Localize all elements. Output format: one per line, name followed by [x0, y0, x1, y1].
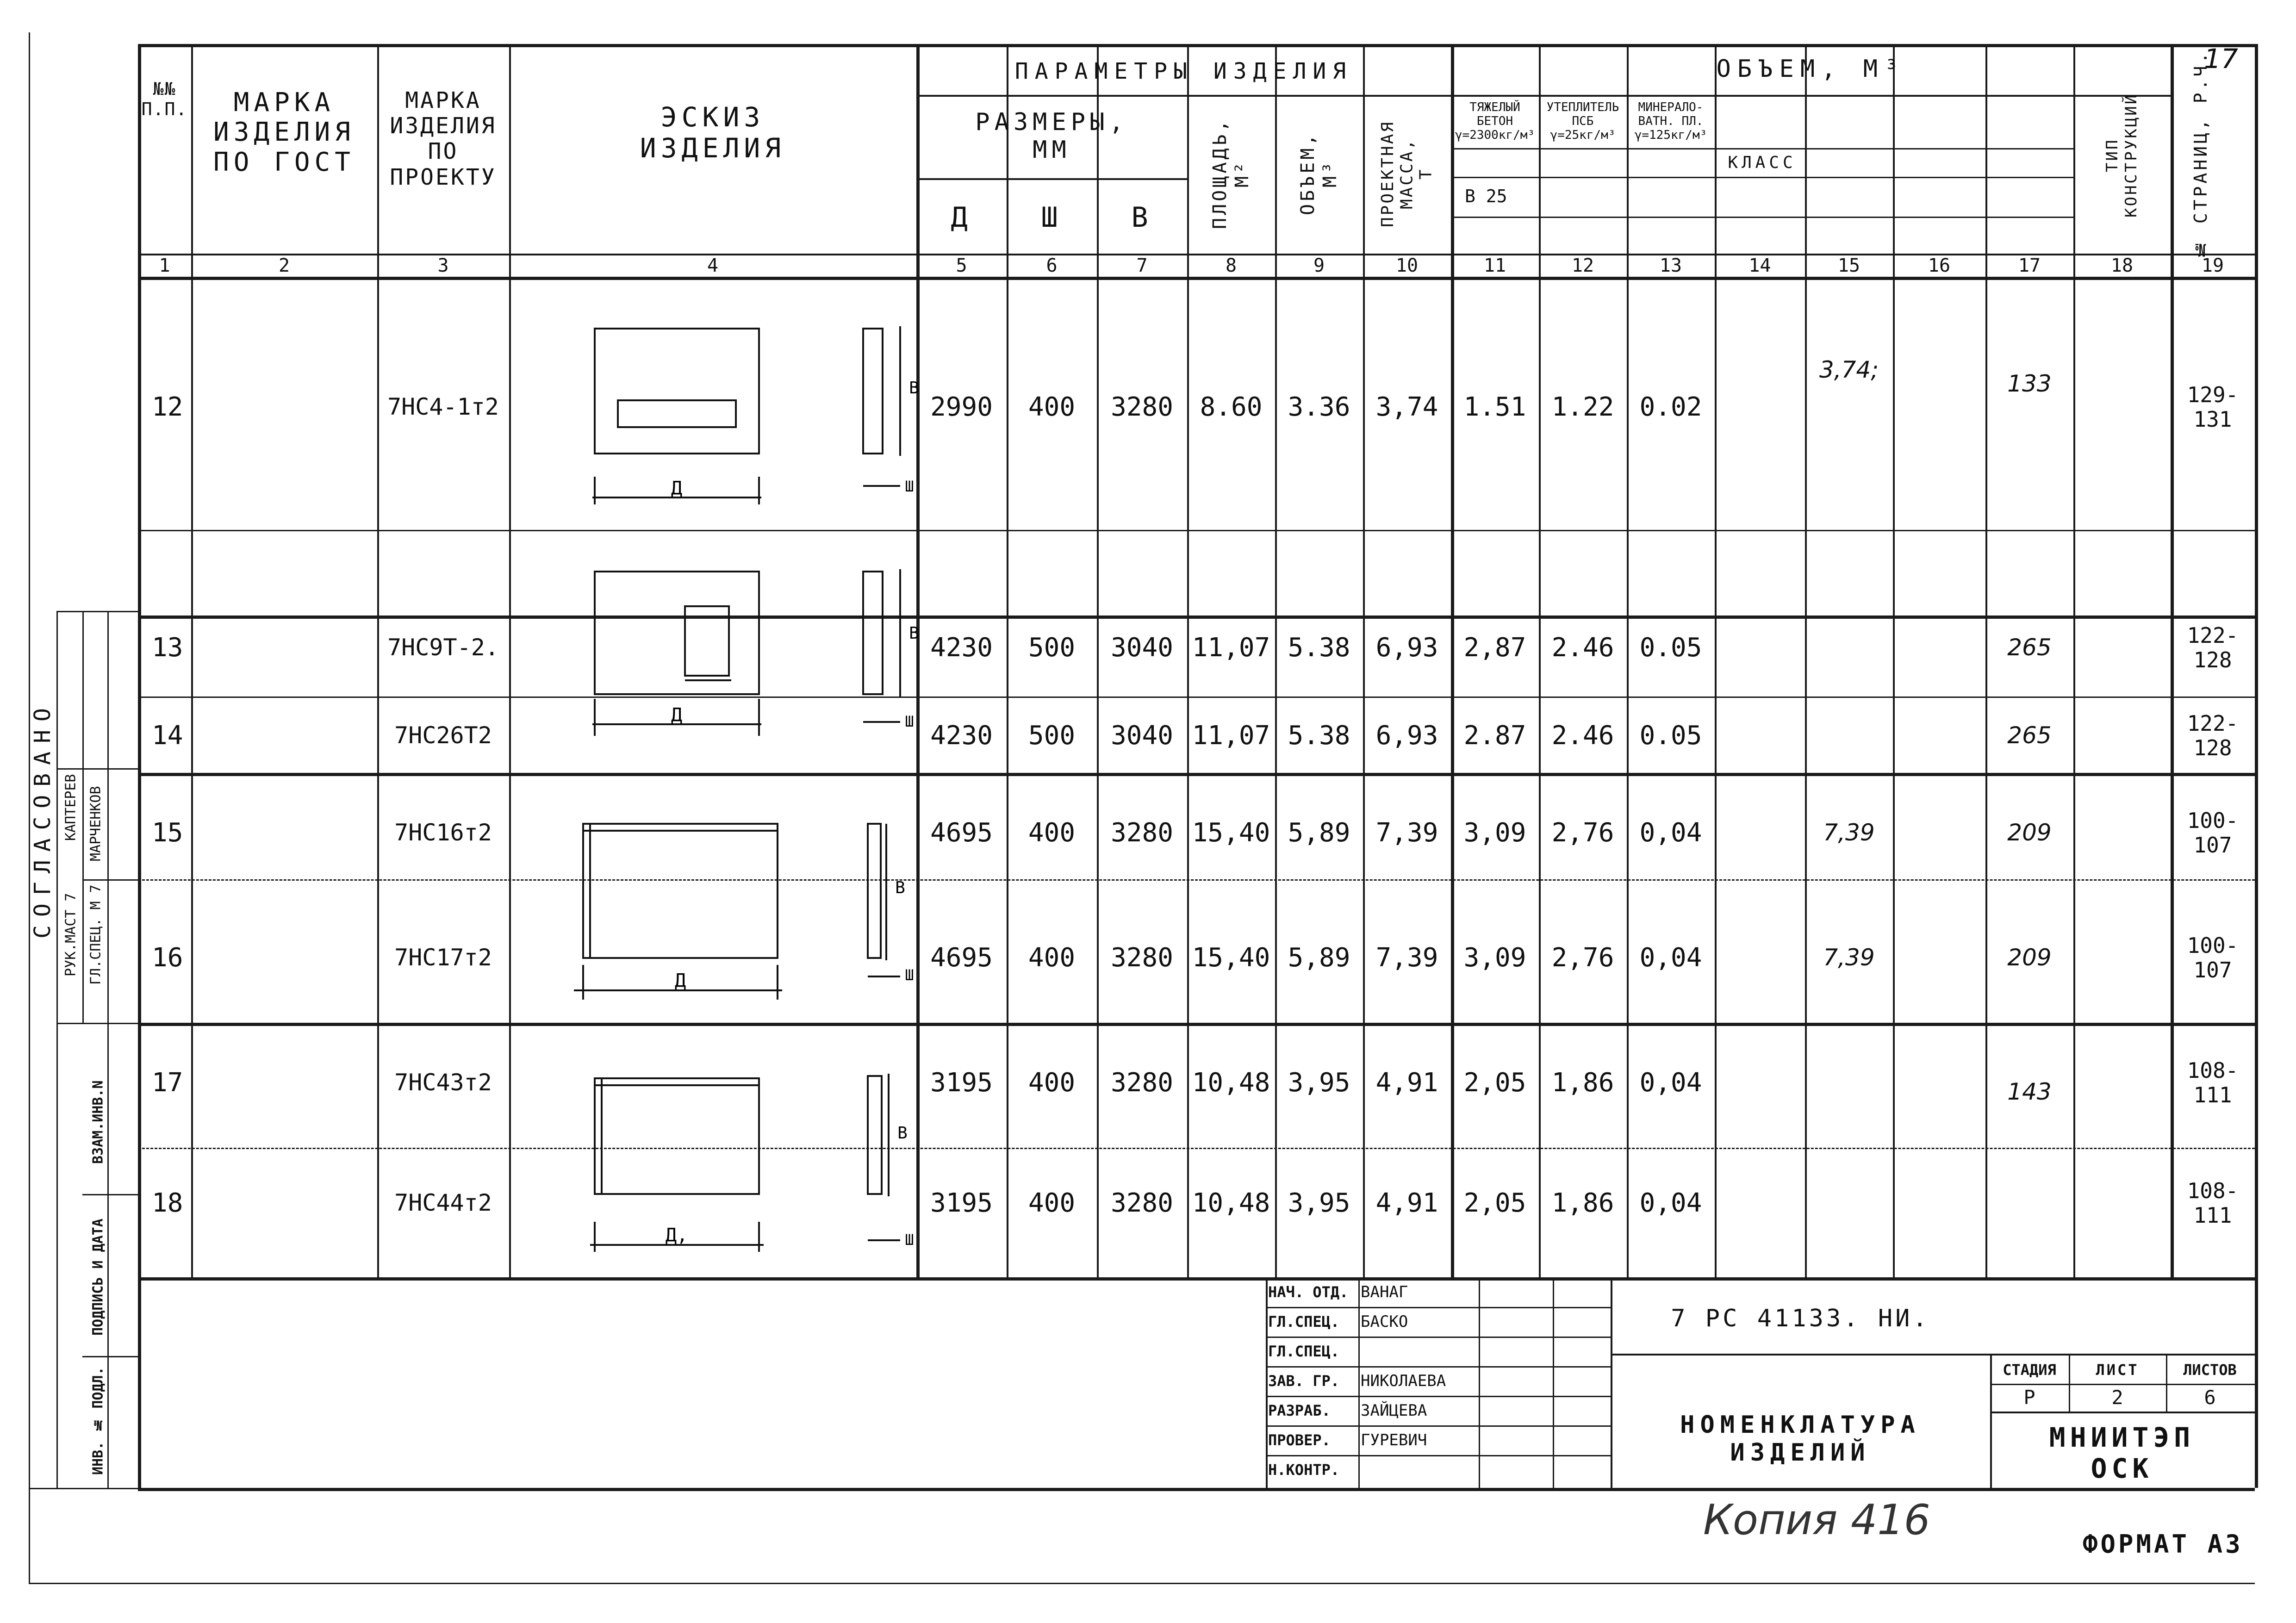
- panel-front: [583, 824, 778, 958]
- row-number: 15: [152, 817, 183, 848]
- column-number: 4: [707, 255, 719, 276]
- dim-d: 2990: [930, 392, 993, 422]
- header-dims-group: РАЗМЕРЫ, ММ: [975, 108, 1128, 164]
- dim-v: 3280: [1111, 1188, 1173, 1218]
- dim-d: 4230: [930, 632, 993, 663]
- approval-name-1: КАПТЕРЕВ: [62, 774, 79, 841]
- mineral-wool-volume: 0.05: [1639, 632, 1702, 663]
- header-mass: ПРОЕКТНАЯ МАССА, Т: [1378, 120, 1436, 227]
- dim-v-label: В: [909, 379, 919, 398]
- column-number: 12: [1571, 255, 1594, 276]
- title-role: НАЧ. ОТД.: [1268, 1283, 1349, 1301]
- volume: 5,89: [1288, 817, 1350, 848]
- title-name: ВАНАГ: [1361, 1282, 1408, 1301]
- dim-d-label: Д,: [665, 1225, 688, 1246]
- page-range: 108-111: [2187, 1178, 2239, 1228]
- row-number: 18: [152, 1188, 183, 1218]
- concrete-volume: 2.87: [1463, 720, 1526, 751]
- panel-side: [868, 824, 881, 958]
- title-role: ГЛ.СПЕЦ.: [1268, 1313, 1340, 1331]
- dim-sh: 400: [1028, 942, 1076, 973]
- area: 10,48: [1192, 1188, 1270, 1218]
- title-role: Н.КОНТР.: [1268, 1461, 1340, 1479]
- title-name: [1361, 1339, 1479, 1364]
- title-role: ЗАВ. ГР.: [1268, 1372, 1340, 1390]
- column-number: 14: [1748, 255, 1771, 276]
- dim-sh-label: Ш: [905, 1231, 914, 1249]
- approval-name-2: МАРЧЕНКОВ: [87, 786, 104, 862]
- column-number: 2: [278, 255, 290, 276]
- header-material-3: МИНЕРАЛО- ВАТН. ПЛ. γ=125кг/м³: [1634, 100, 1707, 142]
- col17-note: 143: [2007, 1078, 2052, 1106]
- row-number: 12: [152, 392, 183, 422]
- title-role: ГЛ.СПЕЦ.: [1268, 1343, 1340, 1361]
- concrete-volume: 2,05: [1463, 1188, 1526, 1218]
- mineral-wool-volume: 0,04: [1639, 1067, 1702, 1098]
- volume: 5.38: [1288, 720, 1350, 751]
- header-area: ПЛОЩАДЬ, М²: [1209, 118, 1253, 230]
- title-role: ПРОВЕР.: [1268, 1431, 1331, 1449]
- mass: 7,39: [1375, 817, 1438, 848]
- doc-code: 7 РС 41133. НИ.: [1671, 1305, 1930, 1333]
- approval-title: СОГЛАСОВАНО: [30, 700, 56, 939]
- mass: 3,74: [1375, 392, 1438, 422]
- dim-sh: 400: [1028, 392, 1076, 422]
- dim-sh-label: Ш: [905, 713, 914, 730]
- header-gost-mark: МАРКА ИЗДЕЛИЯ ПО ГОСТ: [213, 87, 355, 177]
- sheet-label: ЛИСТ: [2096, 1361, 2139, 1379]
- col15-note: 7,39: [1823, 944, 1875, 971]
- volume: 3.36: [1288, 392, 1350, 422]
- page-range: 100-107: [2187, 808, 2239, 858]
- column-number: 5: [956, 255, 967, 276]
- dim-v: 3280: [1111, 817, 1173, 848]
- row-number: 14: [152, 720, 183, 751]
- concrete-volume: 2,05: [1463, 1067, 1526, 1098]
- project-mark: 7НС17т2: [394, 944, 492, 971]
- col17-note: 265: [2007, 634, 2052, 661]
- mass: 6,93: [1375, 720, 1438, 751]
- header-v: В: [1131, 201, 1153, 234]
- column-number: 6: [1046, 255, 1058, 276]
- header-material-2: УТЕПЛИТЕЛЬ ПСБ γ=25кг/м³: [1546, 100, 1619, 142]
- mass: 6,93: [1375, 632, 1438, 663]
- area: 11,07: [1192, 720, 1270, 751]
- dim-sh-label: Ш: [905, 966, 914, 984]
- mineral-wool-volume: 0,04: [1639, 1188, 1702, 1218]
- title-role: РАЗРАБ.: [1268, 1402, 1331, 1420]
- insulation-volume: 1,86: [1551, 1067, 1614, 1098]
- mass: 7,39: [1375, 942, 1438, 973]
- dim-sh: 400: [1028, 817, 1076, 848]
- title-name: ГУРЕВИЧ: [1361, 1430, 1427, 1449]
- row-number: 17: [152, 1067, 183, 1098]
- column-number: 16: [1928, 255, 1951, 276]
- page-range: 129-131: [2187, 382, 2239, 432]
- dim-d-label: Д: [671, 478, 683, 499]
- column-number: 1: [159, 255, 170, 276]
- mineral-wool-volume: 0,04: [1639, 942, 1702, 973]
- doc-title: НОМЕНКЛАТУРА ИЗДЕЛИЙ: [1680, 1411, 1921, 1467]
- concrete-volume: 3,09: [1463, 817, 1526, 848]
- door-opening: [685, 606, 729, 676]
- header-number: №№ П.П.: [141, 79, 188, 119]
- title-name: [1361, 1457, 1479, 1483]
- column-number: 8: [1225, 255, 1237, 276]
- sheet-value: 2: [2111, 1386, 2123, 1409]
- column-number: 11: [1483, 255, 1506, 276]
- dim-v: 3280: [1111, 392, 1173, 422]
- page-number: 17: [2204, 43, 2238, 75]
- header-params-group: ПАРАМЕТРЫ ИЗДЕЛИЯ: [1014, 58, 1353, 85]
- page-range: 100-107: [2187, 933, 2239, 983]
- header-sh: Ш: [1041, 201, 1063, 234]
- project-mark: 7НС43т2: [394, 1069, 492, 1096]
- insulation-volume: 1.22: [1551, 392, 1614, 422]
- project-mark: 7НС16т2: [394, 819, 492, 846]
- panel-front: [595, 329, 759, 454]
- col17-note: 209: [2007, 819, 2052, 846]
- column-number: 9: [1313, 255, 1325, 276]
- header-class-value: В 25: [1465, 186, 1507, 207]
- format-label: ФОРМАТ А3: [2083, 1530, 2243, 1559]
- area: 11,07: [1192, 632, 1270, 663]
- col17-note: 265: [2007, 722, 2052, 749]
- dim-sh-label: Ш: [905, 478, 914, 495]
- approval-role-1: РУК.МАСТ 7: [62, 893, 79, 977]
- mass: 4,91: [1375, 1188, 1438, 1218]
- concrete-volume: 2,87: [1463, 632, 1526, 663]
- dim-v: 3040: [1111, 632, 1173, 663]
- area: 15,40: [1192, 817, 1270, 848]
- mass: 4,91: [1375, 1067, 1438, 1098]
- header-volume-group: ОБЪЕМ, М³: [1716, 55, 1905, 83]
- concrete-volume: 1.51: [1463, 392, 1526, 422]
- column-number: 10: [1395, 255, 1419, 276]
- column-number: 3: [437, 255, 449, 276]
- area: 15,40: [1192, 942, 1270, 973]
- column-number: 13: [1659, 255, 1682, 276]
- page-range: 122-128: [2187, 711, 2239, 760]
- sheets-value: 6: [2204, 1386, 2216, 1409]
- insulation-volume: 2.46: [1551, 632, 1614, 663]
- panel-front: [595, 572, 759, 694]
- title-name: НИКОЛАЕВА: [1361, 1371, 1446, 1390]
- dim-d: 4695: [930, 942, 993, 973]
- organization: МНИИТЭП ОСК: [2049, 1422, 2195, 1484]
- volume: 3,95: [1288, 1067, 1350, 1098]
- dim-d: 4695: [930, 817, 993, 848]
- concrete-volume: 3,09: [1463, 942, 1526, 973]
- volume: 5,89: [1288, 942, 1350, 973]
- project-mark: 7НС26Т2: [394, 722, 492, 749]
- volume: 3,95: [1288, 1188, 1350, 1218]
- header-material-1: ТЯЖЕЛЫЙ БЕТОН γ=2300кг/м³: [1455, 100, 1535, 142]
- window-opening: [618, 400, 736, 427]
- copy-note: Копия 416: [1703, 1496, 1930, 1544]
- project-mark: 7НС44т2: [394, 1189, 492, 1217]
- dim-d-label: Д: [674, 970, 686, 991]
- insulation-volume: 2,76: [1551, 942, 1614, 973]
- mineral-wool-volume: 0.05: [1639, 720, 1702, 751]
- header-volume: ОБЪЕМ, М³: [1297, 131, 1341, 216]
- column-number: 15: [1837, 255, 1860, 276]
- col15-note: 3,74;: [1819, 356, 1879, 384]
- panel-front: [595, 1078, 759, 1194]
- col17-note: 133: [2007, 370, 2052, 398]
- inventory-original: ИНВ. № ПОДЛ.: [90, 1367, 106, 1475]
- dim-d: 3195: [930, 1188, 993, 1218]
- area: 8.60: [1200, 392, 1263, 422]
- header-type: ТИП КОНСТРУКЦИЙ: [2103, 93, 2140, 218]
- title-name: ЗАЙЦЕВА: [1361, 1401, 1427, 1420]
- header-d: Д: [951, 201, 972, 234]
- dim-v-label: В: [897, 1124, 908, 1143]
- col15-note: 7,39: [1823, 819, 1875, 846]
- dim-d: 3195: [930, 1067, 993, 1098]
- stage-label: СТАДИЯ: [2003, 1361, 2056, 1379]
- dim-sh: 400: [1028, 1188, 1076, 1218]
- inventory-signature-date: ПОДПИСЬ И ДАТА: [90, 1219, 106, 1336]
- row-number: 13: [152, 632, 183, 663]
- stage-value: Р: [2023, 1386, 2035, 1409]
- dim-d: 4230: [930, 720, 993, 751]
- column-number: 19: [2201, 255, 2224, 276]
- column-number: 17: [2018, 255, 2041, 276]
- mineral-wool-volume: 0.02: [1639, 392, 1702, 422]
- dim-sh: 500: [1028, 720, 1076, 751]
- page-range: 122-128: [2187, 623, 2239, 672]
- row-number: 16: [152, 942, 183, 973]
- dim-sh: 500: [1028, 632, 1076, 663]
- project-mark: 7НС4-1т2: [387, 393, 499, 421]
- panel-side: [863, 329, 883, 454]
- insulation-volume: 1,86: [1551, 1188, 1614, 1218]
- dim-v-label: В: [895, 878, 905, 897]
- volume: 5.38: [1288, 632, 1350, 663]
- mineral-wool-volume: 0,04: [1639, 817, 1702, 848]
- insulation-volume: 2,76: [1551, 817, 1614, 848]
- dim-sh: 400: [1028, 1067, 1076, 1098]
- col17-note: 209: [2007, 944, 2052, 971]
- header-pages: № СТРАНИЦ, Р.Ч.: [2190, 50, 2211, 261]
- page-range: 108-111: [2187, 1058, 2239, 1107]
- title-name: БАСКО: [1361, 1312, 1408, 1331]
- header-project-mark: МАРКА ИЗДЕЛИЯ ПО ПРОЕКТУ: [390, 87, 497, 190]
- dim-v-label: В: [909, 624, 919, 643]
- dim-v: 3040: [1111, 720, 1173, 751]
- insulation-volume: 2.46: [1551, 720, 1614, 751]
- column-number: 7: [1136, 255, 1148, 276]
- dim-v: 3280: [1111, 1067, 1173, 1098]
- project-mark: 7НС9Т-2.: [387, 634, 499, 661]
- inventory-replace: ВЗАМ.ИНВ.N: [90, 1080, 106, 1164]
- dim-d-label: Д: [671, 704, 683, 726]
- panel-side: [868, 1076, 882, 1194]
- header-class-label: КЛАСС: [1728, 153, 1797, 173]
- area: 10,48: [1192, 1067, 1270, 1098]
- panel-side: [863, 572, 883, 694]
- dim-v: 3280: [1111, 942, 1173, 973]
- sheets-label: ЛИСТОВ: [2183, 1361, 2237, 1379]
- header-sketch: ЭСКИЗ ИЗДЕЛИЯ: [640, 101, 786, 164]
- column-number: 18: [2110, 255, 2134, 276]
- approval-role-2: ГЛ.СПЕЦ. М 7: [87, 884, 104, 985]
